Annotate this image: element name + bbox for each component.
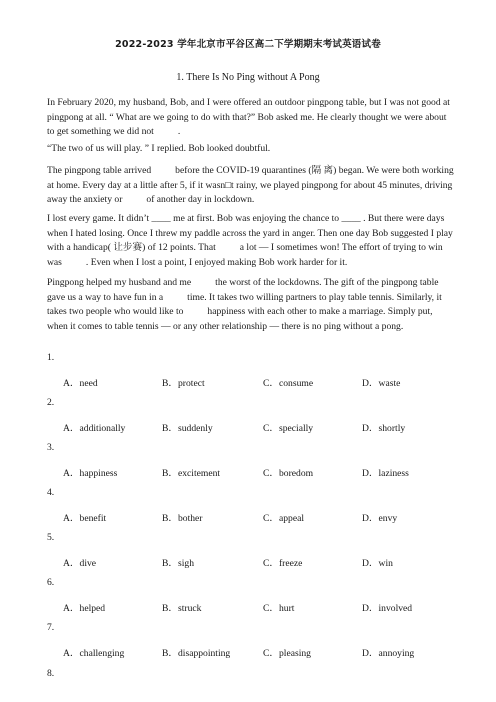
paragraph-4: I lost every game. It didn’t ____ me at first. Bob was enjoying the chance to ____ . But there were days when I hated losing. Once I threw my paddle across the yard in anger. Then one day Bob suggested I play with a handicap( 让步赛) of 12 points. That a lot — I sometimes won! The effort of trying to win was . Even when I lost a point, I enjoyed making Bob work harder for it. — [47, 213, 453, 268]
option-d[interactable]: D．envy — [362, 513, 398, 524]
option-b[interactable]: B．sigh — [162, 558, 194, 569]
passage-title: 1. There Is No Ping without A Pong — [176, 72, 320, 83]
option-b[interactable]: B．bother — [162, 513, 203, 524]
option-a[interactable]: A．need — [63, 378, 98, 389]
exam-title: 2022-2023 学年北京市平谷区高二下学期期末考试英语试卷 — [115, 39, 381, 50]
option-d[interactable]: D．annoying — [362, 648, 415, 659]
option-a[interactable]: A．happiness — [63, 468, 118, 479]
question-number: 6. — [47, 577, 55, 588]
option-b[interactable]: B．disappointing — [162, 648, 231, 659]
option-b[interactable]: B．struck — [162, 603, 202, 614]
question-number: 3. — [47, 442, 55, 453]
option-b[interactable]: B．excitement — [162, 468, 221, 479]
option-d[interactable]: D．win — [362, 558, 393, 569]
option-d[interactable]: D．involved — [362, 603, 413, 614]
question-number: 7. — [47, 622, 55, 633]
option-c[interactable]: C．appeal — [263, 513, 305, 524]
option-c[interactable]: C．consume — [263, 378, 314, 389]
option-d[interactable]: D．shortly — [362, 423, 406, 434]
option-c[interactable]: C．specially — [263, 423, 314, 434]
option-c[interactable]: C．pleasing — [263, 648, 311, 659]
option-d[interactable]: D．laziness — [362, 468, 409, 479]
option-a[interactable]: A．helped — [63, 603, 106, 614]
question-number: 8. — [47, 668, 55, 679]
option-a[interactable]: A．additionally — [63, 423, 126, 434]
option-a[interactable]: A．benefit — [63, 513, 107, 524]
paragraph-1: In February 2020, my husband, Bob, and I were offered an outdoor pingpong table, but I was not good at pingpong at all. “ What are we going to do with that?” Bob asked me. He clearly thought we were about to get something we did not . — [47, 97, 450, 138]
question-number: 5. — [47, 532, 55, 543]
option-b[interactable]: B．protect — [162, 378, 205, 389]
question-number: 4. — [47, 487, 55, 498]
paragraph-5: Pingpong helped my husband and me the worst of the lockdowns. The gift of the pingpong table gave us a way to have fun in a time. It takes two willing partners to play table tennis. Similarly, it takes two people who would like to happiness with each other to make a marriage. Simply put, when it comes to table tennis — or any other relationship — there is no ping without a pong. — [47, 277, 442, 332]
option-d[interactable]: D．waste — [362, 378, 401, 389]
option-b[interactable]: B．suddenly — [162, 423, 213, 434]
option-a[interactable]: A．challenging — [63, 648, 125, 659]
option-c[interactable]: C．freeze — [263, 558, 303, 569]
option-c[interactable]: C．hurt — [263, 603, 295, 614]
paragraph-3: The pingpong table arrived before the COVID-19 quarantines (隔 离) began. We were both working at home. Every day at a little after 5, if it wasn□t rainy, we played pingpong for about 45 minutes, driving away the anxiety or of another day in lockdown. — [47, 165, 454, 206]
option-a[interactable]: A．dive — [63, 558, 97, 569]
question-number: 2. — [47, 397, 55, 408]
question-number: 1. — [47, 352, 55, 363]
paragraph-2: “The two of us will play. ” I replied. Bob looked doubtful. — [47, 143, 271, 154]
option-c[interactable]: C．boredom — [263, 468, 314, 479]
